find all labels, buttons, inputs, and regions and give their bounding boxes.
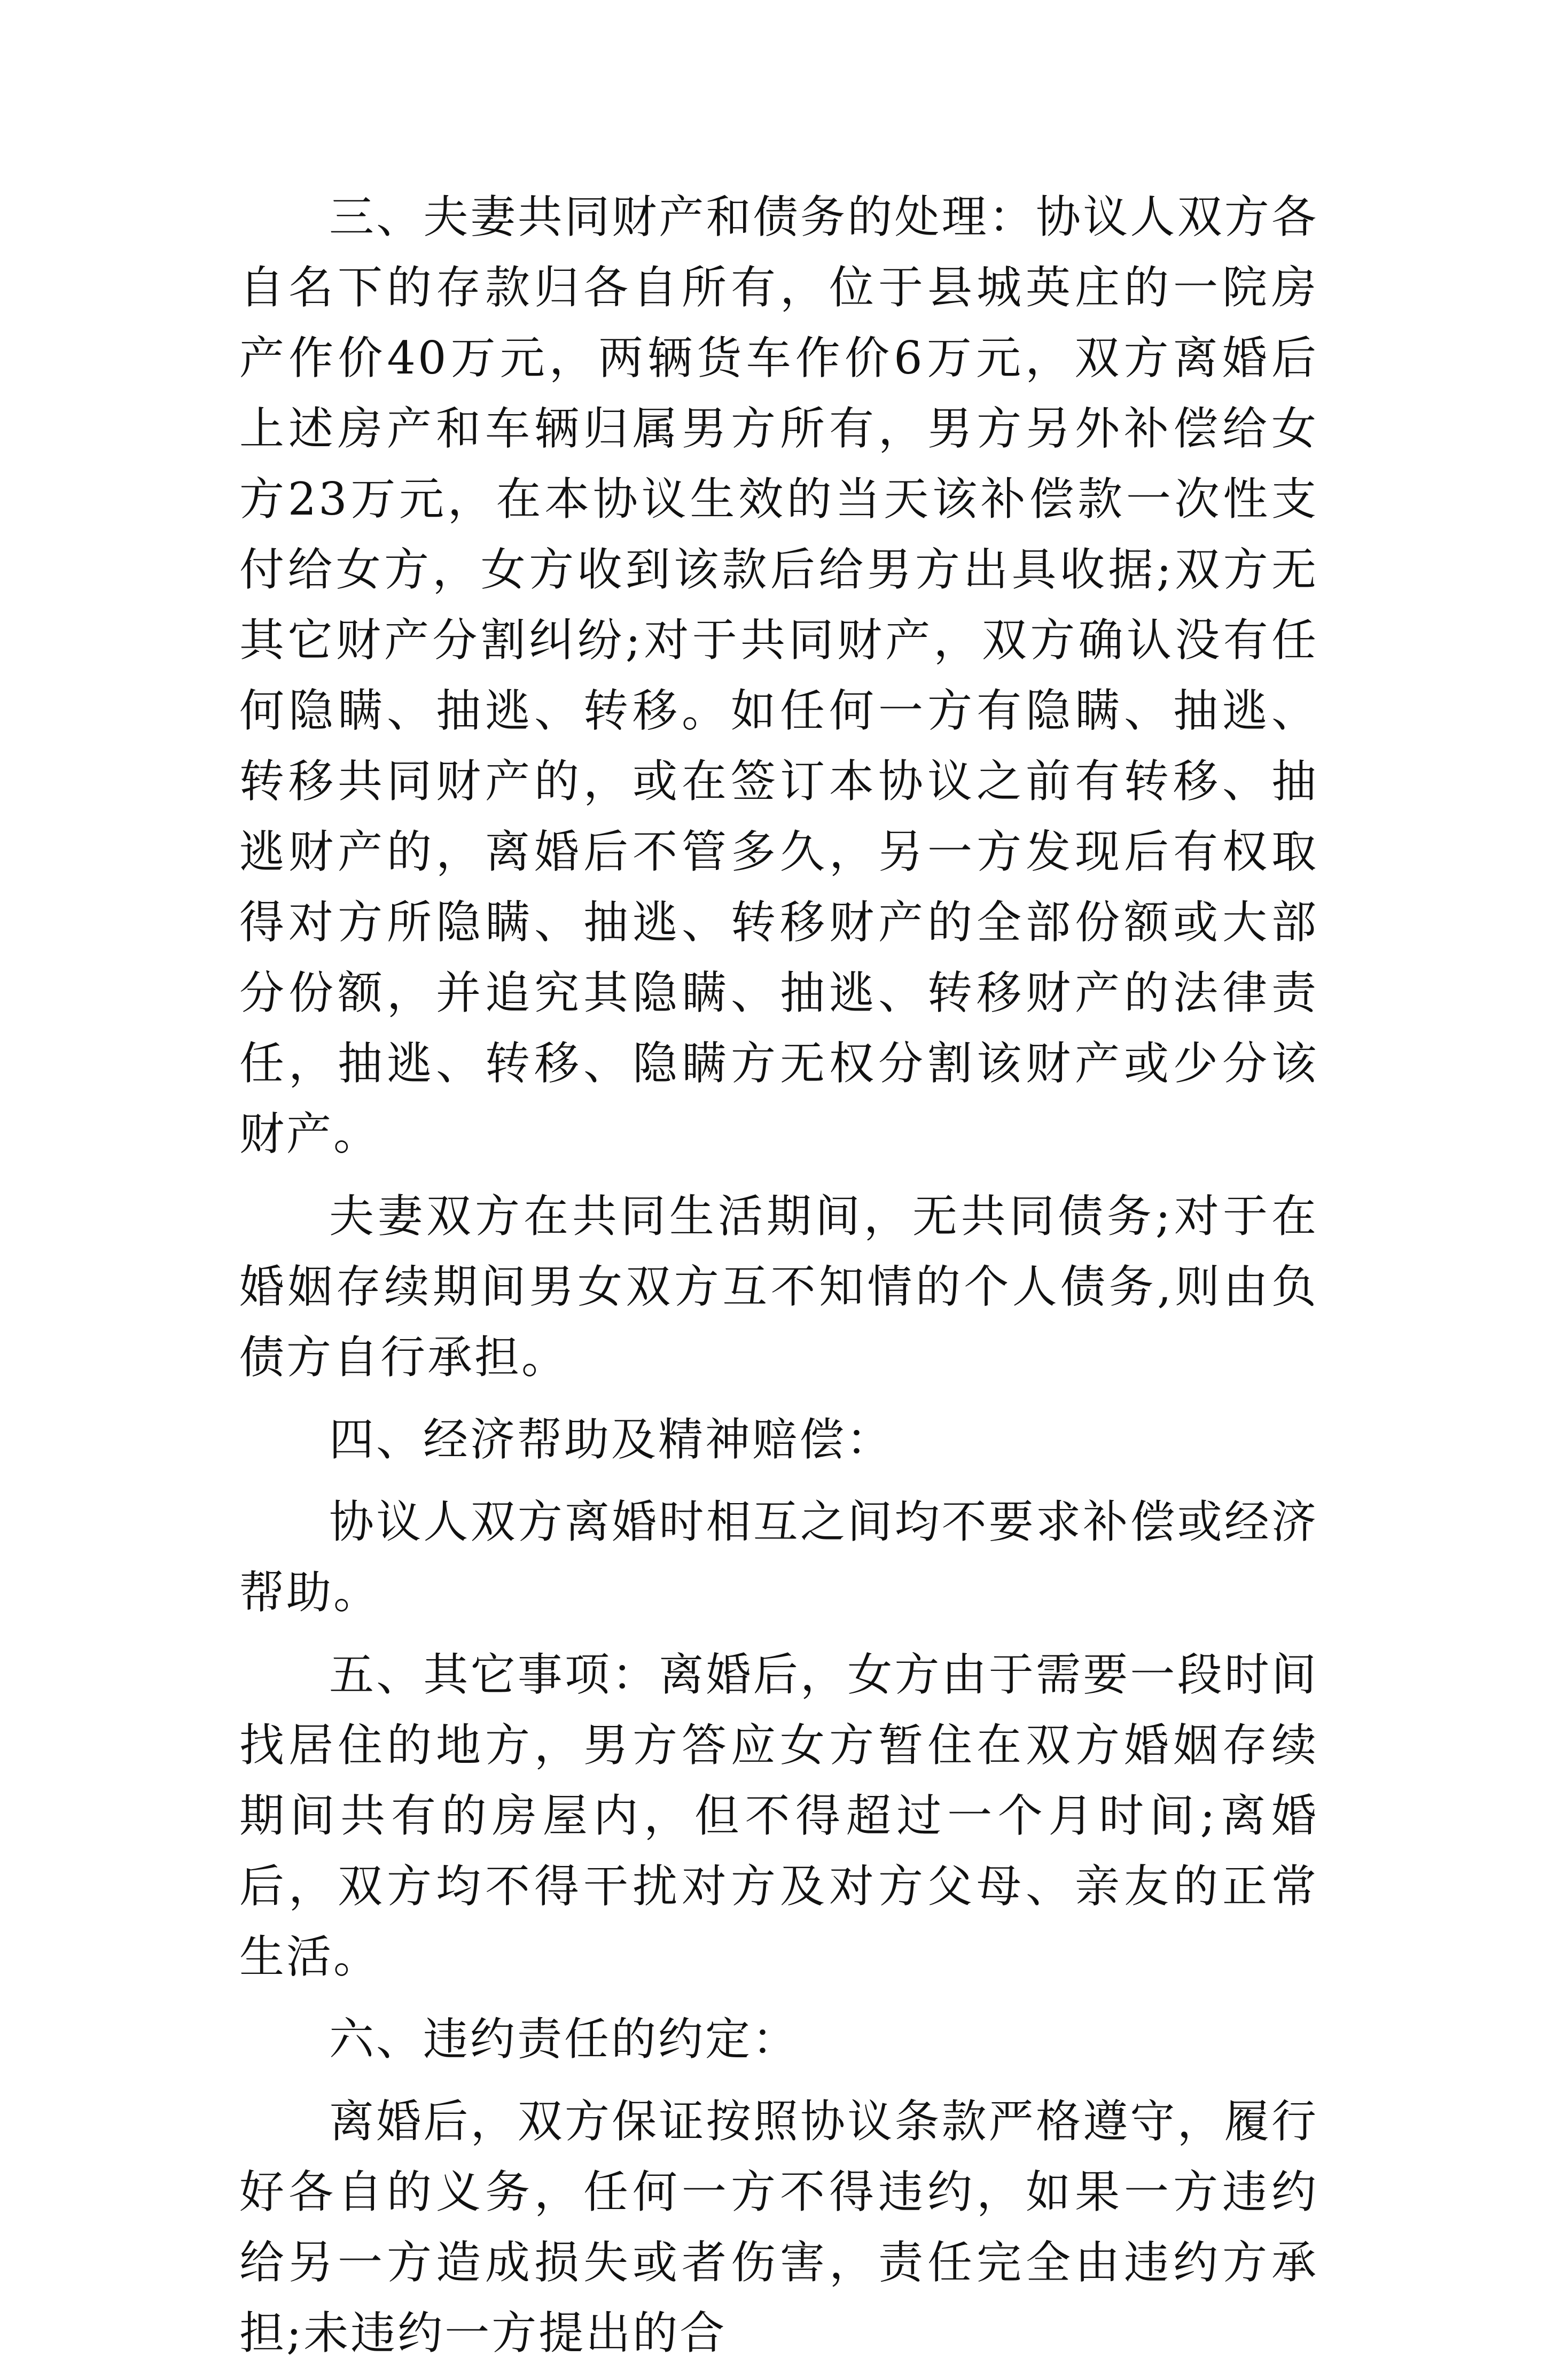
paragraph-other-matters: 五、其它事项：离婚后，女方由于需要一段时间找居住的地方，男方答应女方暂住在双方婚姻存续期间共有的房屋内，但不得超过一个月时间;离婚后，双方均不得干扰对方及对方父母、亲友的正常生活。 [239,1648,1318,1983]
paragraph-breach-liability: 离婚后，双方保证按照协议条款严格遵守，履行好各自的义务，任何一方不得违约，如果一方违约给另一方造成损失或者伤害，责任完全由违约方承担;未违约一方提出的合 [239,2095,1318,2359]
heading-breach-liability: 六、违约责任的约定： [329,2013,800,2065]
paragraph-no-common-debts: 夫妻双方在共同生活期间，无共同债务;对于在婚姻存续期间男女双方互不知情的个人债务,则由负债方自行承担。 [239,1190,1318,1383]
paragraph-economic-help: 协议人双方离婚时相互之间均不要求补偿或经济帮助。 [239,1496,1318,1619]
heading-economic-help: 四、经济帮助及精神赔偿： [329,1413,894,1466]
paragraph-property-and-debts: 三、夫妻共同财产和债务的处理：协议人双方各自名下的存款归各自所有，位于县城英庄的一院房产作价40万元，两辆货车作价6万元，双方离婚后上述房产和车辆归属男方所有，男方另外补偿给女方23万元，在本协议生效的当天该补偿款一次性支付给女方，女方收到该款后给男方出具收据;双方无其它财产分割纠纷;对于共同财产，双方确认没有任何隐瞒、抽逃、转移。如任何一方有隐瞒、抽逃、转移共同财产的，或在签订本协议之前有转移、抽逃财产的，离婚后不管多久，另一方发现后有权取得对方所隐瞒、抽逃、转移财产的全部份额或大部分份额，并追究其隐瞒、抽逃、转移财产的法律责任，抽逃、转移、隐瞒方无权分割该财产或少分该财产。 [239,191,1318,1160]
document-body [239,182,1318,2380]
